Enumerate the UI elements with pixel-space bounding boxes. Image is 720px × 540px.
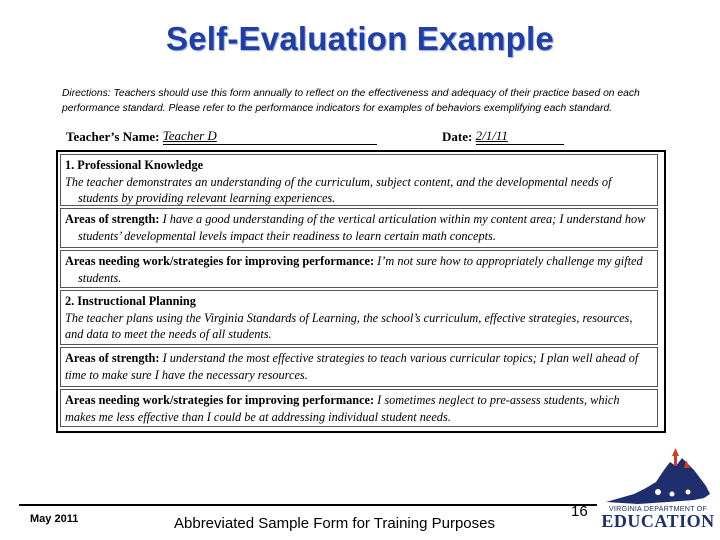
standard-2-box <box>60 290 658 345</box>
improvement-1-text: I’m not sure how to appropriately challenge my gifted students. <box>78 254 643 285</box>
page-number: 16 <box>571 503 588 520</box>
vdoe-logo <box>598 448 716 536</box>
footer-divider <box>19 504 597 506</box>
teacher-name-field <box>66 128 377 145</box>
improvement-2-label: Areas needing work/strategies for improving performance: <box>65 393 375 407</box>
teacher-name-value: Teacher D <box>162 128 217 143</box>
date-label: Date: <box>442 129 473 144</box>
footer-date: May 2011 <box>30 513 79 525</box>
standard-1-heading: 1. Professional Knowledge <box>65 158 204 172</box>
standard-2-heading: 2. Instructional Planning <box>65 294 196 308</box>
improvement-1-box <box>60 250 658 288</box>
improvement-2-box <box>60 389 658 427</box>
improvement-1-label: Areas needing work/strategies for improving performance: <box>65 254 375 268</box>
improvement-2-text: I sometimes neglect to pre-assess students, which makes me less effective than I could be at addressing individual student needs. <box>65 393 620 424</box>
strengths-1-box <box>60 208 658 248</box>
logo-line-1: VIRGINIA DEPARTMENT OF <box>608 504 708 513</box>
directions-text: Directions: Teachers should use this form annually to reflect on the effectiveness and adequacy of their practice based on each performance standard. Please refer to the performance indicators for examples of behaviors exemplifying each standard. <box>62 88 640 114</box>
logo-line-2: EDUCATION <box>601 511 715 531</box>
evaluation-form <box>56 150 666 433</box>
page-title: Self-Evaluation Example <box>166 20 554 57</box>
date-field <box>442 128 564 145</box>
date-value: 2/1/11 <box>475 128 508 143</box>
strengths-1-label: Areas of strength: <box>65 212 160 226</box>
teacher-name-label: Teacher’s Name: <box>66 129 160 144</box>
standard-2-description: The teacher plans using the Virginia Standards of Learning, the school’s curriculum, effective strategies, resources, and data to meet the needs of all students. <box>65 310 633 341</box>
strengths-2-box <box>60 347 658 387</box>
strengths-1-text: I have a good understanding of the vertical articulation within my content area; I understand how students’ developmental levels impact their readiness to learn certain math concepts. <box>78 212 646 243</box>
strengths-2-text: I understand the most effective strategies to teach various curricular topics; I plan well ahead of time to make sure I have the necessary resources. <box>65 351 639 382</box>
virginia-state-icon <box>598 448 716 506</box>
standard-1-description: The teacher demonstrates an understanding of the curriculum, subject content, and the developmental needs of students by providing relevant learning experiences. <box>65 174 612 205</box>
standard-1-box <box>60 154 658 206</box>
strengths-2-label: Areas of strength: <box>65 351 160 365</box>
footer-note: Abbreviated Sample Form for Training Purposes <box>174 515 495 532</box>
